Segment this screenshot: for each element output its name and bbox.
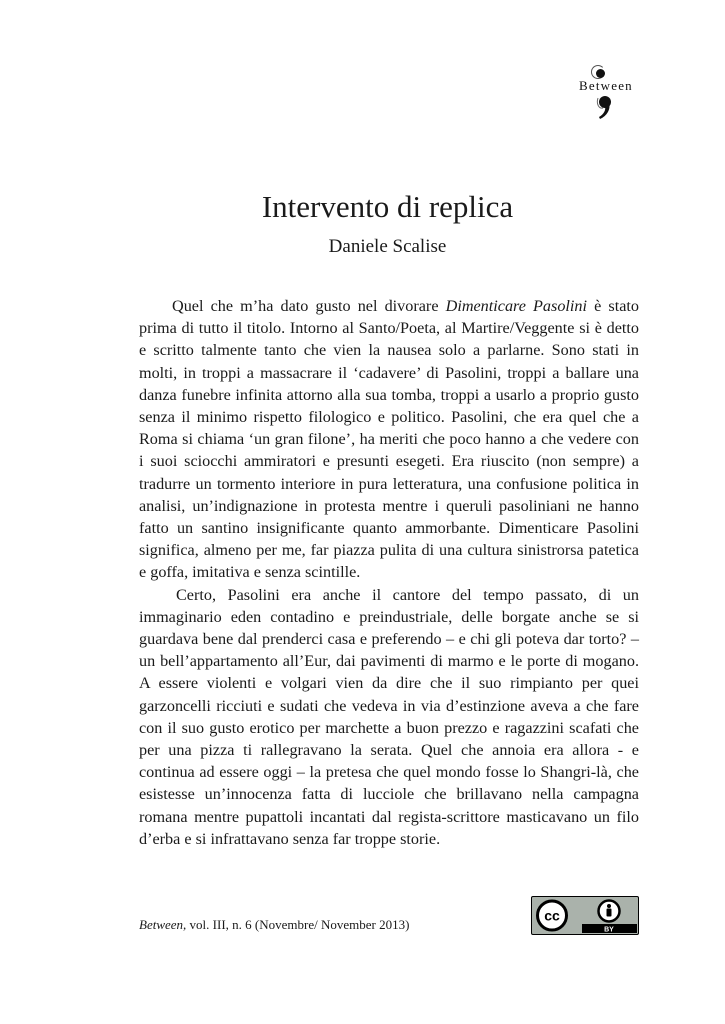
paragraph-1-text-start: Quel che m’ha dato gusto nel divorare bbox=[172, 297, 446, 315]
paragraph-1-text-end: è stato prima di tutto il titolo. Intorno al Santo/Poeta, al Martire/Veggente si è detto e scritto talmente tanto che vien la nausea solo a parlarne. Sono stati in molti, in troppi a massacrare il ‘cadavere’ di Pasolini, troppi a ballare una danza funebre infinita attorno alla sua tomba, troppi a usarlo a proprio gusto senza il minimo rispetto filologico e politico. Pasolini, che era quel che a Roma si chiama ‘un gran filone’, ha meriti che poco hanno a che vedere con i suoi sciocchi ammiratori e presunti esegeti. Era riuscito (non sempre) a tradurre un tormento interiore in pura letteratura, una confusione politica in analisi, un’indignazione in protesta mentre i queruli pasoliniani ne hanno fatto un santino insignificante quanto ammorbante. Dimenticare Pasolini significa, almeno per me, far piazza pulita di una cultura sinistrorsa patetica e goffa, imitativa e senza scintille. bbox=[139, 297, 639, 582]
between-logo bbox=[577, 66, 647, 122]
cc-text: cc bbox=[544, 907, 560, 924]
issue-details: vol. III, n. 6 (Novembre/ November 2013) bbox=[186, 917, 410, 932]
cc-by-license-badge[interactable] bbox=[531, 896, 639, 935]
journal-name: Between, bbox=[139, 917, 187, 932]
logo-comma-icon bbox=[596, 94, 618, 120]
logo-text: Between bbox=[579, 78, 633, 93]
author-name: Daniele Scalise bbox=[328, 236, 447, 257]
page-title: Intervento di replica bbox=[261, 188, 514, 224]
citation-footer bbox=[139, 917, 409, 933]
article-body bbox=[139, 295, 639, 850]
book-title-italic: Dimenticare Pasolini bbox=[445, 297, 588, 315]
creative-commons-by-icon bbox=[532, 897, 638, 934]
paragraph-2: Certo, Pasolini era anche il cantore del tempo passato, di un immaginario eden contadino e preindustriale, delle borgate anche se si guardava bene dal prenderci casa e preferendo – e chi gli poteva dar torto? – un bell’appartamento all’Eur, dai pavimenti di marmo e le porte di mogano. A essere violenti e volgari vien da dire che il suo rimpianto per quei garzoncelli ricciuti e sudati che vedeva in via d’estinzione aveva a che fare con il suo gusto erotico per marchette a buon prezzo e ragazzini scafati che per una pizza ti rallegravano la serata. Quel che annoia era allora - e continua ad essere oggi – la pretesa che quel mondo fosse lo Shangri-là, che esistesse un’innocenza fatta di lucciole che brillavano nella campagna romana mentre pupattoli incantati dal regista-scrittore masticavano un filo d’erba e si infrattavano senza far troppe storie. bbox=[139, 585, 639, 848]
paragraph-1 bbox=[139, 295, 639, 584]
by-text: BY bbox=[604, 926, 614, 934]
logo-dot bbox=[596, 69, 605, 78]
